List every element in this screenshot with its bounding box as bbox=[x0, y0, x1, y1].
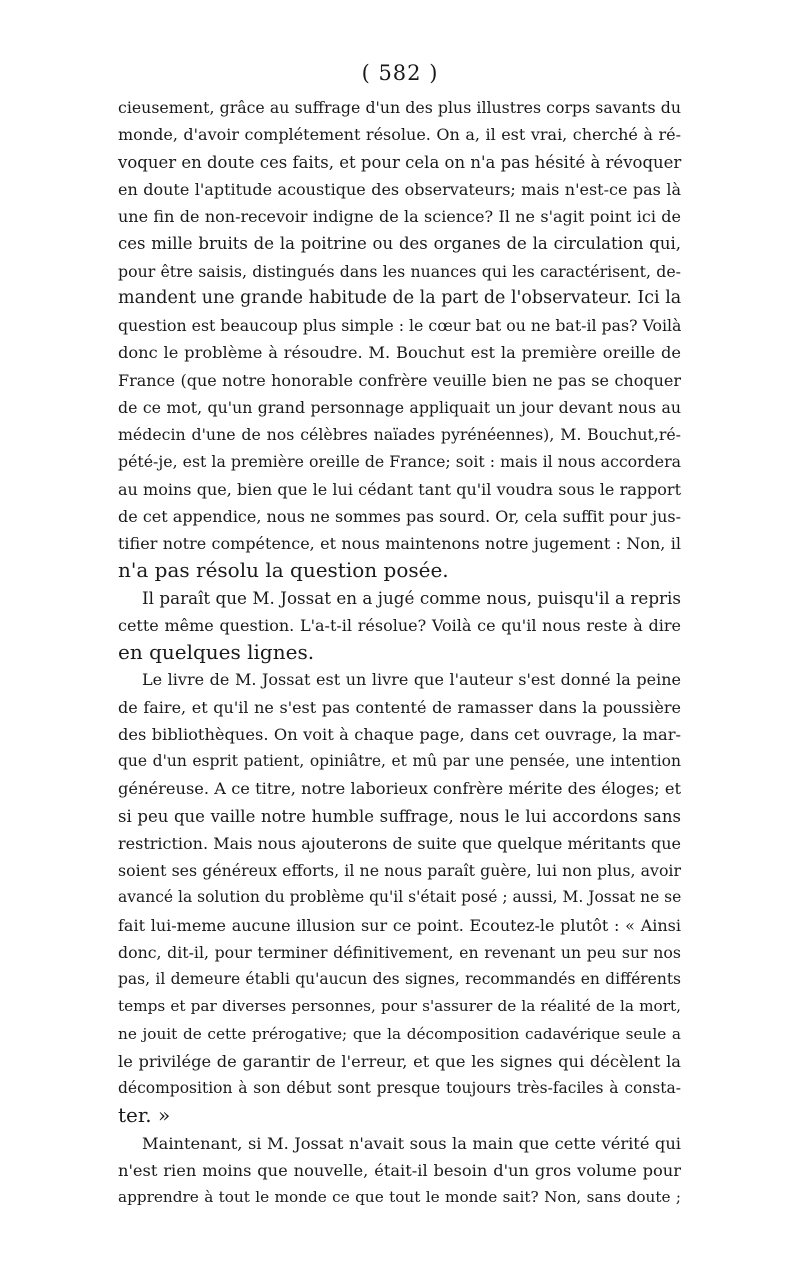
text-line: de cet appendice, nous ne sommes pas sourd. Or, cela suffit pour jus- bbox=[118, 506, 681, 526]
text-line: voquer en doute ces faits, et pour cela on n'a pas hésité à révoquer bbox=[118, 152, 682, 172]
text-line: temps et par diverses personnes, pour s'assurer de la réalité de la mort, bbox=[118, 997, 681, 1016]
text-line: n'a pas résolu la question posée. bbox=[118, 558, 449, 583]
text-line: soient ses généreux efforts, il ne nous paraît guère, lui non plus, avoir bbox=[118, 861, 681, 880]
text-line: pour être saisis, distingués dans les nuances qui les caractérisent, de- bbox=[118, 261, 681, 281]
text-line: tifier notre compétence, et nous maintenons notre jugement : Non, il bbox=[118, 534, 681, 553]
text-line: ter. » bbox=[118, 1103, 171, 1128]
text-line: des bibliothèques. On voit à chaque page, dans cet ouvrage, la mar- bbox=[118, 724, 681, 744]
text-line: mandent une grande habitude de la part de l'observateur. Ici la bbox=[118, 287, 682, 308]
text-line: le privilége de garantir de l'erreur, et que les signes qui décèlent la bbox=[118, 1051, 681, 1071]
text-line: ne jouit de cette prérogative; que la décomposition cadavérique seule a bbox=[118, 1024, 681, 1043]
text-line: pété-je, est la première oreille de France; soit : mais il nous accordera bbox=[118, 452, 681, 472]
text-line: en doute l'aptitude acoustique des observateurs; mais n'est-ce pas là bbox=[118, 179, 681, 199]
text-line: ces mille bruits de la poitrine ou des organes de la circulation qui, bbox=[118, 234, 681, 254]
body-text bbox=[118, 94, 681, 1211]
text-line: décomposition à son début sont presque toujours très-faciles à consta- bbox=[118, 1079, 681, 1097]
text-line: médecin d'une de nos célèbres naïades pyrénéennes), M. Bouchut,ré- bbox=[118, 425, 681, 444]
text-line: donc le problème à résoudre. M. Bouchut est la première oreille de bbox=[118, 343, 681, 363]
paragraph bbox=[118, 94, 681, 585]
text-line: Le livre de M. Jossat est un livre que l'auteur s'est donné la peine bbox=[142, 670, 681, 690]
text-line: apprendre à tout le monde ce que tout le monde sait? Non, sans doute ; bbox=[118, 1188, 681, 1206]
paragraph bbox=[118, 1130, 681, 1212]
text-line: que d'un esprit patient, opiniâtre, et mû par une pensée, une intention bbox=[118, 752, 681, 770]
text-line: restriction. Mais nous ajouterons de suite que quelque méritants que bbox=[118, 833, 681, 853]
page-number: ( 582 ) bbox=[361, 61, 439, 85]
text-line: avancé la solution du problème qu'il s'était posé ; aussi, M. Jossat ne se bbox=[118, 888, 682, 907]
text-line: généreuse. A ce titre, notre laborieux confrère mérite des éloges; et bbox=[118, 779, 681, 799]
text-line: cette même question. L'a-t-il résolue? Voilà ce qu'il nous reste à dire bbox=[118, 615, 681, 635]
text-line: en quelques lignes. bbox=[118, 640, 315, 664]
text-line: donc, dit-il, pour terminer définitivement, en revenant un peu sur nos bbox=[118, 942, 681, 962]
text-line: si peu que vaille notre humble suffrage, nous le lui accordons sans bbox=[118, 806, 681, 826]
text-line: au moins que, bien que le lui cédant tant qu'il voudra sous le rapport bbox=[118, 479, 681, 499]
paragraph bbox=[118, 585, 681, 667]
text-line: de ce mot, qu'un grand personnage appliquait un jour devant nous au bbox=[118, 397, 681, 417]
text-line: une fin de non-recevoir indigne de la science? Il ne s'agit point ici de bbox=[118, 207, 681, 226]
text-line: cieusement, grâce au suffrage d'un des plus illustres corps savants du bbox=[118, 98, 681, 117]
text-line: question est beaucoup plus simple : le cœur bat ou ne bat-il pas? Voilà bbox=[118, 316, 682, 335]
paragraph bbox=[118, 666, 681, 1129]
text-line: Il paraît que M. Jossat en a jugé comme nous, puisqu'il a repris bbox=[142, 587, 681, 608]
text-line: fait lui-meme aucune illusion sur ce point. Ecoutez-le plutôt : « Ainsi bbox=[118, 915, 681, 935]
text-line: France (que notre honorable confrère veuille bien ne pas se choquer bbox=[118, 370, 681, 390]
text-line: n'est rien moins que nouvelle, était-il besoin d'un gros volume pour bbox=[118, 1160, 681, 1180]
text-line: Maintenant, si M. Jossat n'avait sous la main que cette vérité qui bbox=[142, 1133, 681, 1153]
text-line: monde, d'avoir complétement résolue. On a, il est vrai, cherché à ré- bbox=[118, 125, 681, 145]
text-line: de faire, et qu'il ne s'est pas contenté de ramasser dans la poussière bbox=[118, 697, 681, 717]
text-line: pas, il demeure établi qu'aucun des signes, recommandés en différents bbox=[118, 970, 681, 988]
